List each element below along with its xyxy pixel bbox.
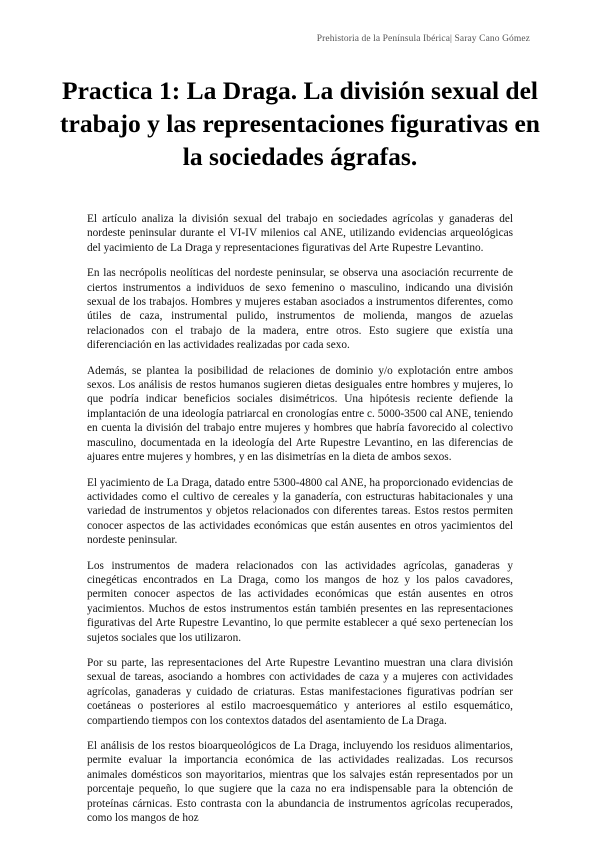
paragraph-4: El yacimiento de La Draga, datado entre 5300-4800 cal ANE, ha proporcionado evidencias de actividades como el cultivo de cereales y la ganadería, con estructuras habitacionales y una variedad de instrumentos y objetos relacionados con diferentes tareas. Estos restos permiten conocer aspectos de las actividades económicas que están ausentes en otros yacimientos del nordeste peninsular. — [87, 476, 513, 547]
paragraph-2: En las necrópolis neolíticas del nordeste peninsular, se observa una asociación recurrente de ciertos instrumentos a individuos de sexo femenino o masculino, indicando una división sexual de los trabajos. Hombres y mujeres estaban asociados a instrumentos diferentes, como útiles de caza, instrumental pulido, instrumentos de molienda, mangos de azuelas relacionados con el trabajo de la madera, entre otros. Esto sugiere que existía una diferenciación en las actividades realizadas por cada sexo. — [87, 267, 513, 352]
paragraph-3: Además, se plantea la posibilidad de relaciones de dominio y/o explotación entre ambos sexos. Los análisis de restos humanos sugieren dietas desiguales entre hombres y mujeres, lo que podría indicar beneficios sociales disimétricos. Una hipótesis reciente defiende la implantación de una ideología patriarcal en cronologías entre c. 5000-3500 cal ANE, teniendo en cuenta la división del trabajo entre mujeres y hombres que habría favorecido al colectivo masculino, documentada en la ideología del Arte Rupestre Levantino, en las diferencias de ajuares entre mujeres y hombres, y en las disimetrías en la dieta de ambos sexos. — [87, 364, 513, 464]
document-body — [87, 212, 513, 836]
paragraph-1: El artículo analiza la división sexual del trabajo en sociedades agrícolas y ganaderas del nordeste peninsular durante el VI-IV milenios cal ANE, utilizando evidencias arqueológicas del yacimiento de La Draga y representaciones figurativas del Arte Rupestre Levantino. — [87, 213, 513, 254]
paragraph-6: Por su parte, las representaciones del Arte Rupestre Levantino muestran una clara división sexual de tareas, asociando a hombres con actividades de caza y a mujeres con actividades agrícolas, ganaderas y cuidado de criaturas. Estas manifestaciones figurativas podrían ser coetáneas o posteriores al estilo macroesquemático y anteriores al estilo esquemático, compartiendo tiempos con los contextos datados del asentamiento de La Draga. — [87, 656, 513, 727]
document-title: Practica 1: La Draga. La división sexual del trabajo y las representaciones figurativas en la sociedades ágrafas. — [60, 76, 540, 171]
paragraph-5: Los instrumentos de madera relacionados con las actividades agrícolas, ganaderas y cinegéticas encontrados en La Draga, como los mangos de hoz y los palos cavadores, permiten conocer aspectos de las actividades económicas que están ausentes en otros yacimientos. Muchos de estos instrumentos están también presentes en las representaciones figurativas del Arte Rupestre Levantino, lo que permite establecer a qué sexo pertenecían los sujetos sociales que los utilizaron. — [87, 559, 513, 644]
paragraph-7: El análisis de los restos bioarqueológicos de La Draga, incluyendo los residuos alimentarios, permite evaluar la importancia económica de las actividades realizadas. Los recursos animales domésticos son mayoritarios, mientras que los salvajes están representados por un porcentaje pequeño, lo que sugiere que la caza no era indispensable para la obtención de proteínas cárnicas. Esto contrasta con la abundancia de instrumentos agrícolas recuperados, como los mangos de hoz — [87, 740, 513, 825]
running-header: Prehistoria de la Península Ibérica| Saray Cano Gómez — [316, 34, 530, 44]
